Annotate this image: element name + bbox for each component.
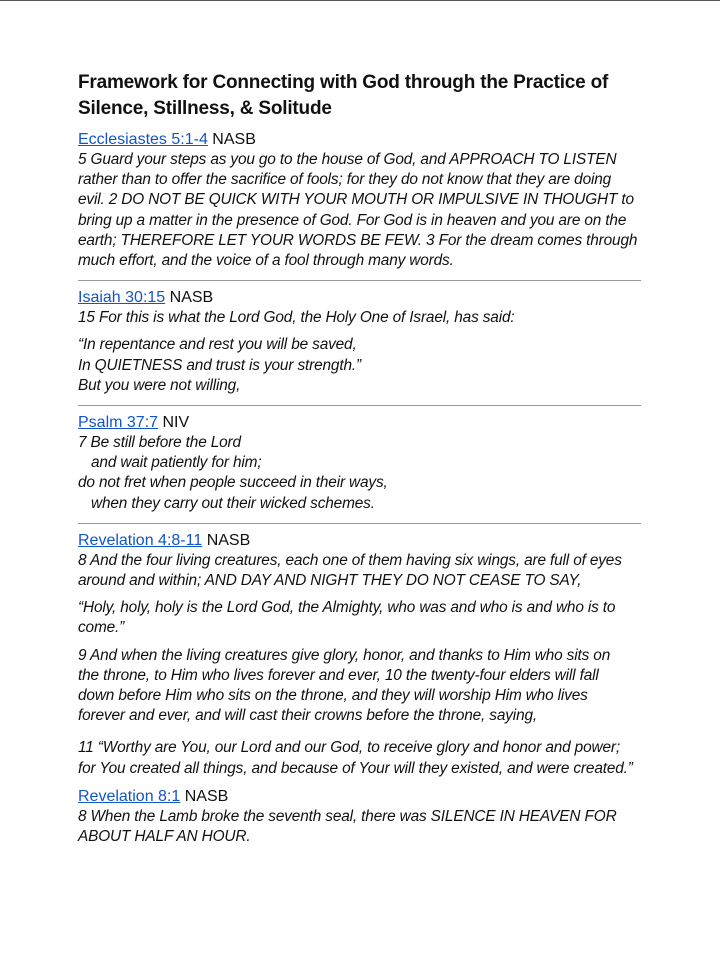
verse-text: 8 When the Lamb broke the seventh seal, there was SILENCE IN HEAVEN FOR ABOUT HALF AN HOUR. <box>78 807 617 846</box>
section-divider <box>78 280 641 281</box>
scripture-reference <box>78 288 643 308</box>
verse-text: 9 And when the living creatures give glory, honor, and thanks to Him who sits on the throne, to Him who lives forever and ever, 10 the twenty-four elders will fall down before Him who sits on the throne, and they will worship Him who lives forever and ever, and will cast their crowns before the throne, saying, <box>78 646 611 725</box>
verse-text: 11 “Worthy are You, our Lord and our God, to receive glory and honor and power; for You created all things, and because of Your will they existed, and were created.” <box>78 739 633 777</box>
scripture-reference <box>78 531 643 551</box>
section-divider <box>78 405 641 406</box>
verse-text: 8 And the four living creatures, each one of them having six wings, are full of eyes around and within; AND DAY AND NIGHT THEY DO NOT CEASE TO SAY, <box>78 551 622 590</box>
reference-link[interactable]: Psalm 37:7 <box>78 414 159 432</box>
version-label: NASB <box>206 531 251 549</box>
reference-link[interactable]: Ecclesiastes 5:1-4 <box>78 131 208 148</box>
scripture-section <box>78 130 643 271</box>
scripture-section <box>78 288 643 396</box>
version-label: NASB <box>169 289 214 307</box>
scripture-section <box>78 787 643 847</box>
verse-text: 7 Be still before the Lord and wait patiently for him; do not fret when people succeed in their ways, when they carry out their wicked schemes. <box>78 434 388 512</box>
version-label: NIV <box>162 414 190 432</box>
scripture-reference <box>78 413 643 433</box>
reference-link[interactable]: Revelation 8:1 <box>78 787 181 805</box>
verse-text: 5 Guard your steps as you go to the house of God, and APPROACH TO LISTEN rather than to offer the sacrifice of fools; for they do not know that they are doing evil. 2 DO NOT BE QUICK WITH YOUR MOUTH OR IMPULSIVE IN THOUGHT to bring up a matter in the presence of God. For God is in heaven and you are on the earth; THEREFORE LET YOUR WORDS BE FEW. 3 For the dream comes through much effort, and the voice of a fool through many words. <box>78 151 638 270</box>
scripture-reference <box>78 787 643 807</box>
version-label: NASB <box>212 131 256 148</box>
scripture-section <box>78 531 643 779</box>
scripture-section <box>78 413 643 514</box>
top-border <box>0 0 720 1</box>
reference-link[interactable]: Revelation 4:8-11 <box>78 531 203 549</box>
page-title: Framework for Connecting with God through the Practice of Silence, Stillness, & Solitude <box>78 72 609 119</box>
verse-text: “In repentance and rest you will be saved, In QUIETNESS and trust is your strength.” But you were not willing, <box>78 336 361 394</box>
verse-intro: 15 For this is what the Lord God, the Holy One of Israel, has said: <box>78 309 515 327</box>
reference-link[interactable]: Isaiah 30:15 <box>78 289 166 307</box>
section-divider <box>78 523 641 524</box>
document-page <box>78 70 643 847</box>
scripture-reference <box>78 130 643 150</box>
version-label: NASB <box>184 787 229 805</box>
verse-text: “Holy, holy, holy is the Lord God, the Almighty, who was and who is and who is to come.” <box>78 599 616 637</box>
